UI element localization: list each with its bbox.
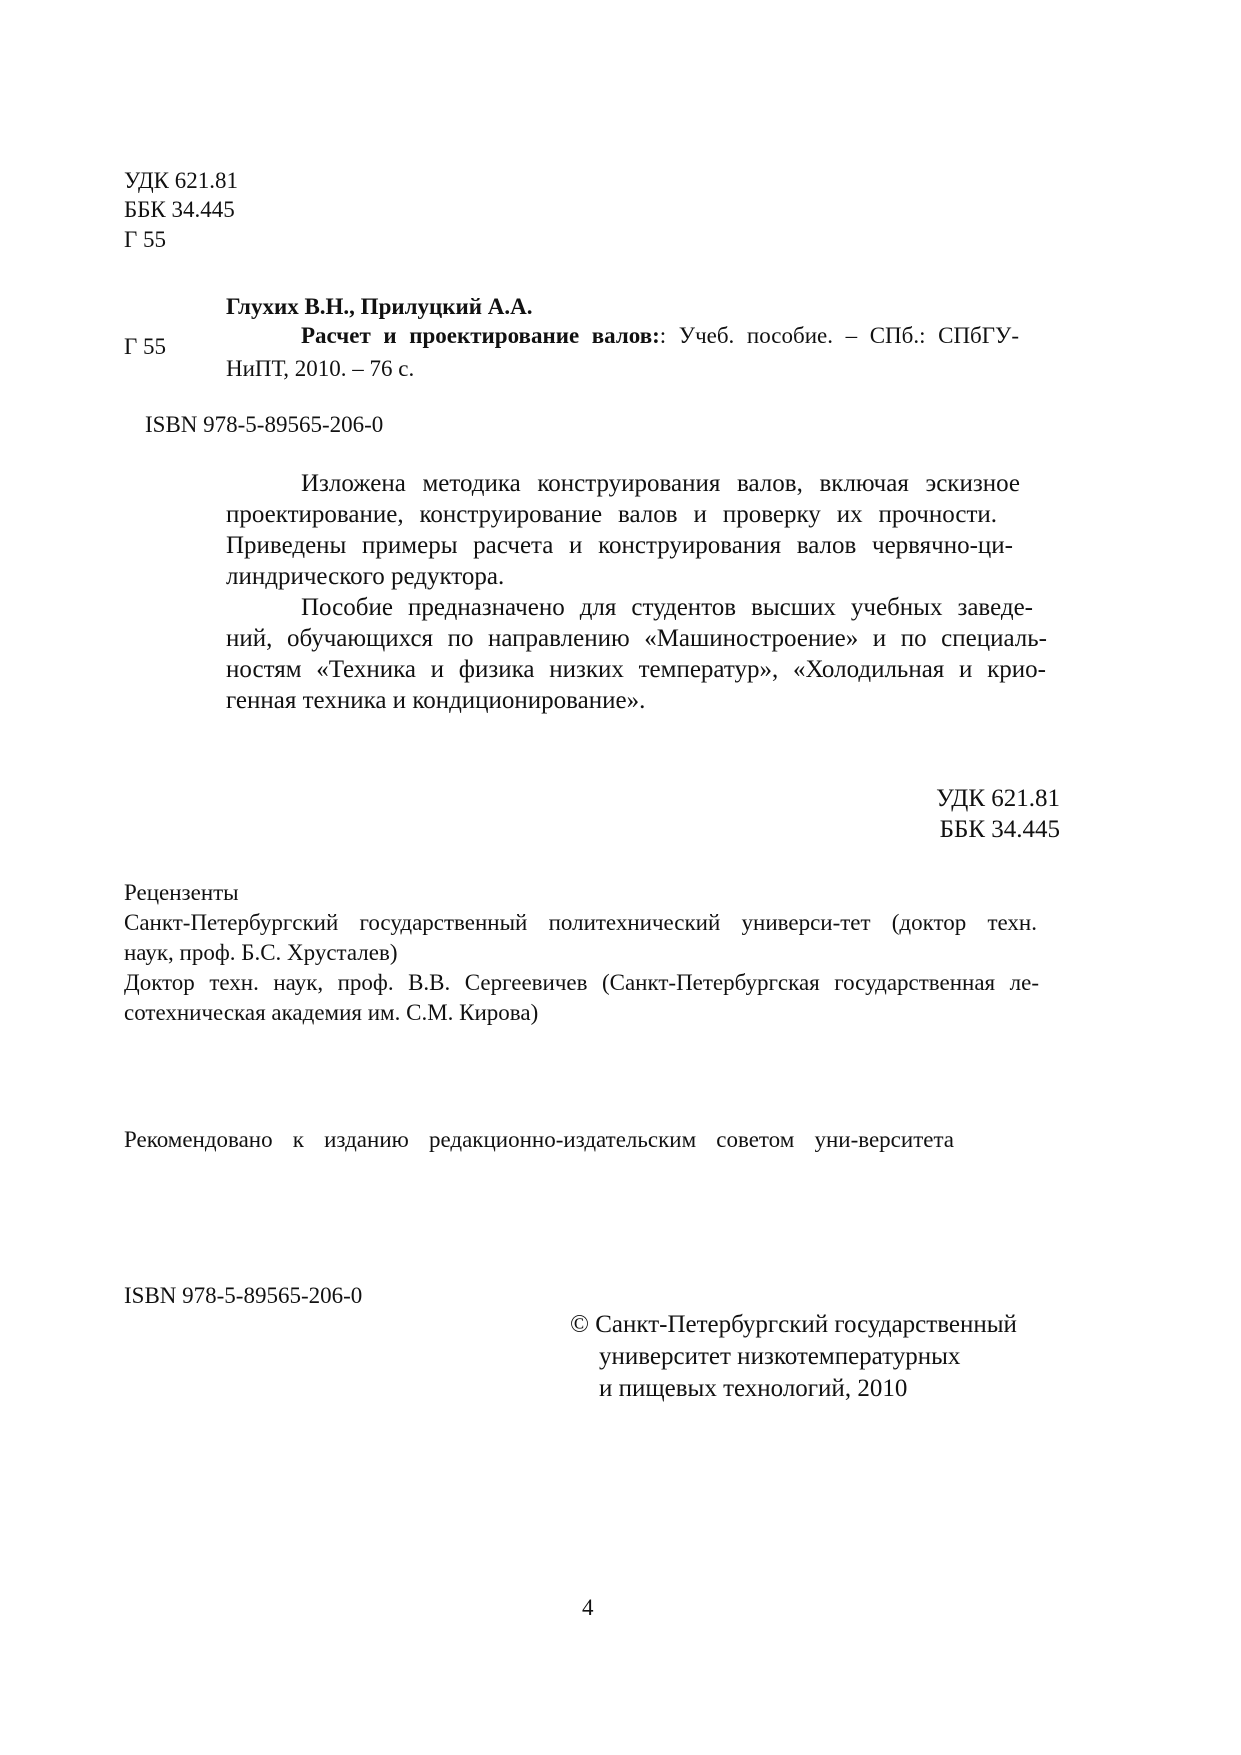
authors: Глухих В.Н., Прилуцкий А.А. <box>226 294 533 319</box>
book-title-line-2: НиПТ, 2010. – 76 с. <box>226 356 415 381</box>
reviewer-line: Санкт-Петербургский государственный политехнический универси-тет (доктор техн. <box>124 910 1037 935</box>
udk-code-right: УДК 621.81 <box>936 785 1060 812</box>
page-number: 4 <box>582 1595 594 1620</box>
abstract-line: Пособие предназначено для студентов высших учебных заведе- <box>301 594 1033 621</box>
abstract-line: ний, обучающихся по направлению «Машиностроение» и по специаль- <box>226 625 1047 652</box>
abstract-line: линдрического редуктора. <box>226 563 505 590</box>
book-publication-info: : Учеб. пособие. – СПб.: СПбГУ- <box>659 323 1019 348</box>
isbn-top: ISBN 978-5-89565-206-0 <box>145 412 384 437</box>
abstract-line: ностям «Техника и физика низких температур», «Холодильная и крио- <box>226 656 1046 683</box>
udk-code: УДК 621.81 <box>124 168 238 193</box>
margin-author-mark: Г 55 <box>124 334 167 359</box>
isbn-bottom: ISBN 978-5-89565-206-0 <box>124 1283 363 1308</box>
abstract-line: проектирование, конструирование валов и проверку их прочности. <box>226 501 997 528</box>
abstract-line: Изложена методика конструирования валов, включая эскизное <box>301 470 1020 497</box>
abstract-line: Приведены примеры расчета и конструирования валов червячно-ци- <box>226 532 1013 559</box>
reviewers-heading: Рецензенты <box>124 880 239 905</box>
reviewer-line: Доктор техн. наук, проф. В.В. Сергеевичев (Санкт-Петербургская государственная ле- <box>124 970 1039 995</box>
copyright-line: и пищевых технологий, 2010 <box>599 1375 908 1402</box>
abstract-line: генная техника и кондиционирование». <box>226 687 646 714</box>
bbk-code-right: ББК 34.445 <box>939 816 1060 843</box>
copyright-line: © Санкт-Петербургский государственный <box>570 1311 1017 1338</box>
reviewer-line: сотехническая академия им. С.М. Кирова) <box>124 1000 539 1025</box>
author-mark: Г 55 <box>124 227 167 252</box>
reviewer-line: наук, проф. Б.С. Хрусталев) <box>124 940 398 965</box>
copyright-line: университет низкотемпературных <box>599 1343 961 1370</box>
book-title: Расчет и проектирование валов: <box>301 323 660 348</box>
recommendation-note: Рекомендовано к изданию редакционно-издательским советом уни-верситета <box>124 1127 954 1152</box>
bbk-code: ББК 34.445 <box>124 197 235 222</box>
book-title-line-1 <box>301 322 1019 350</box>
